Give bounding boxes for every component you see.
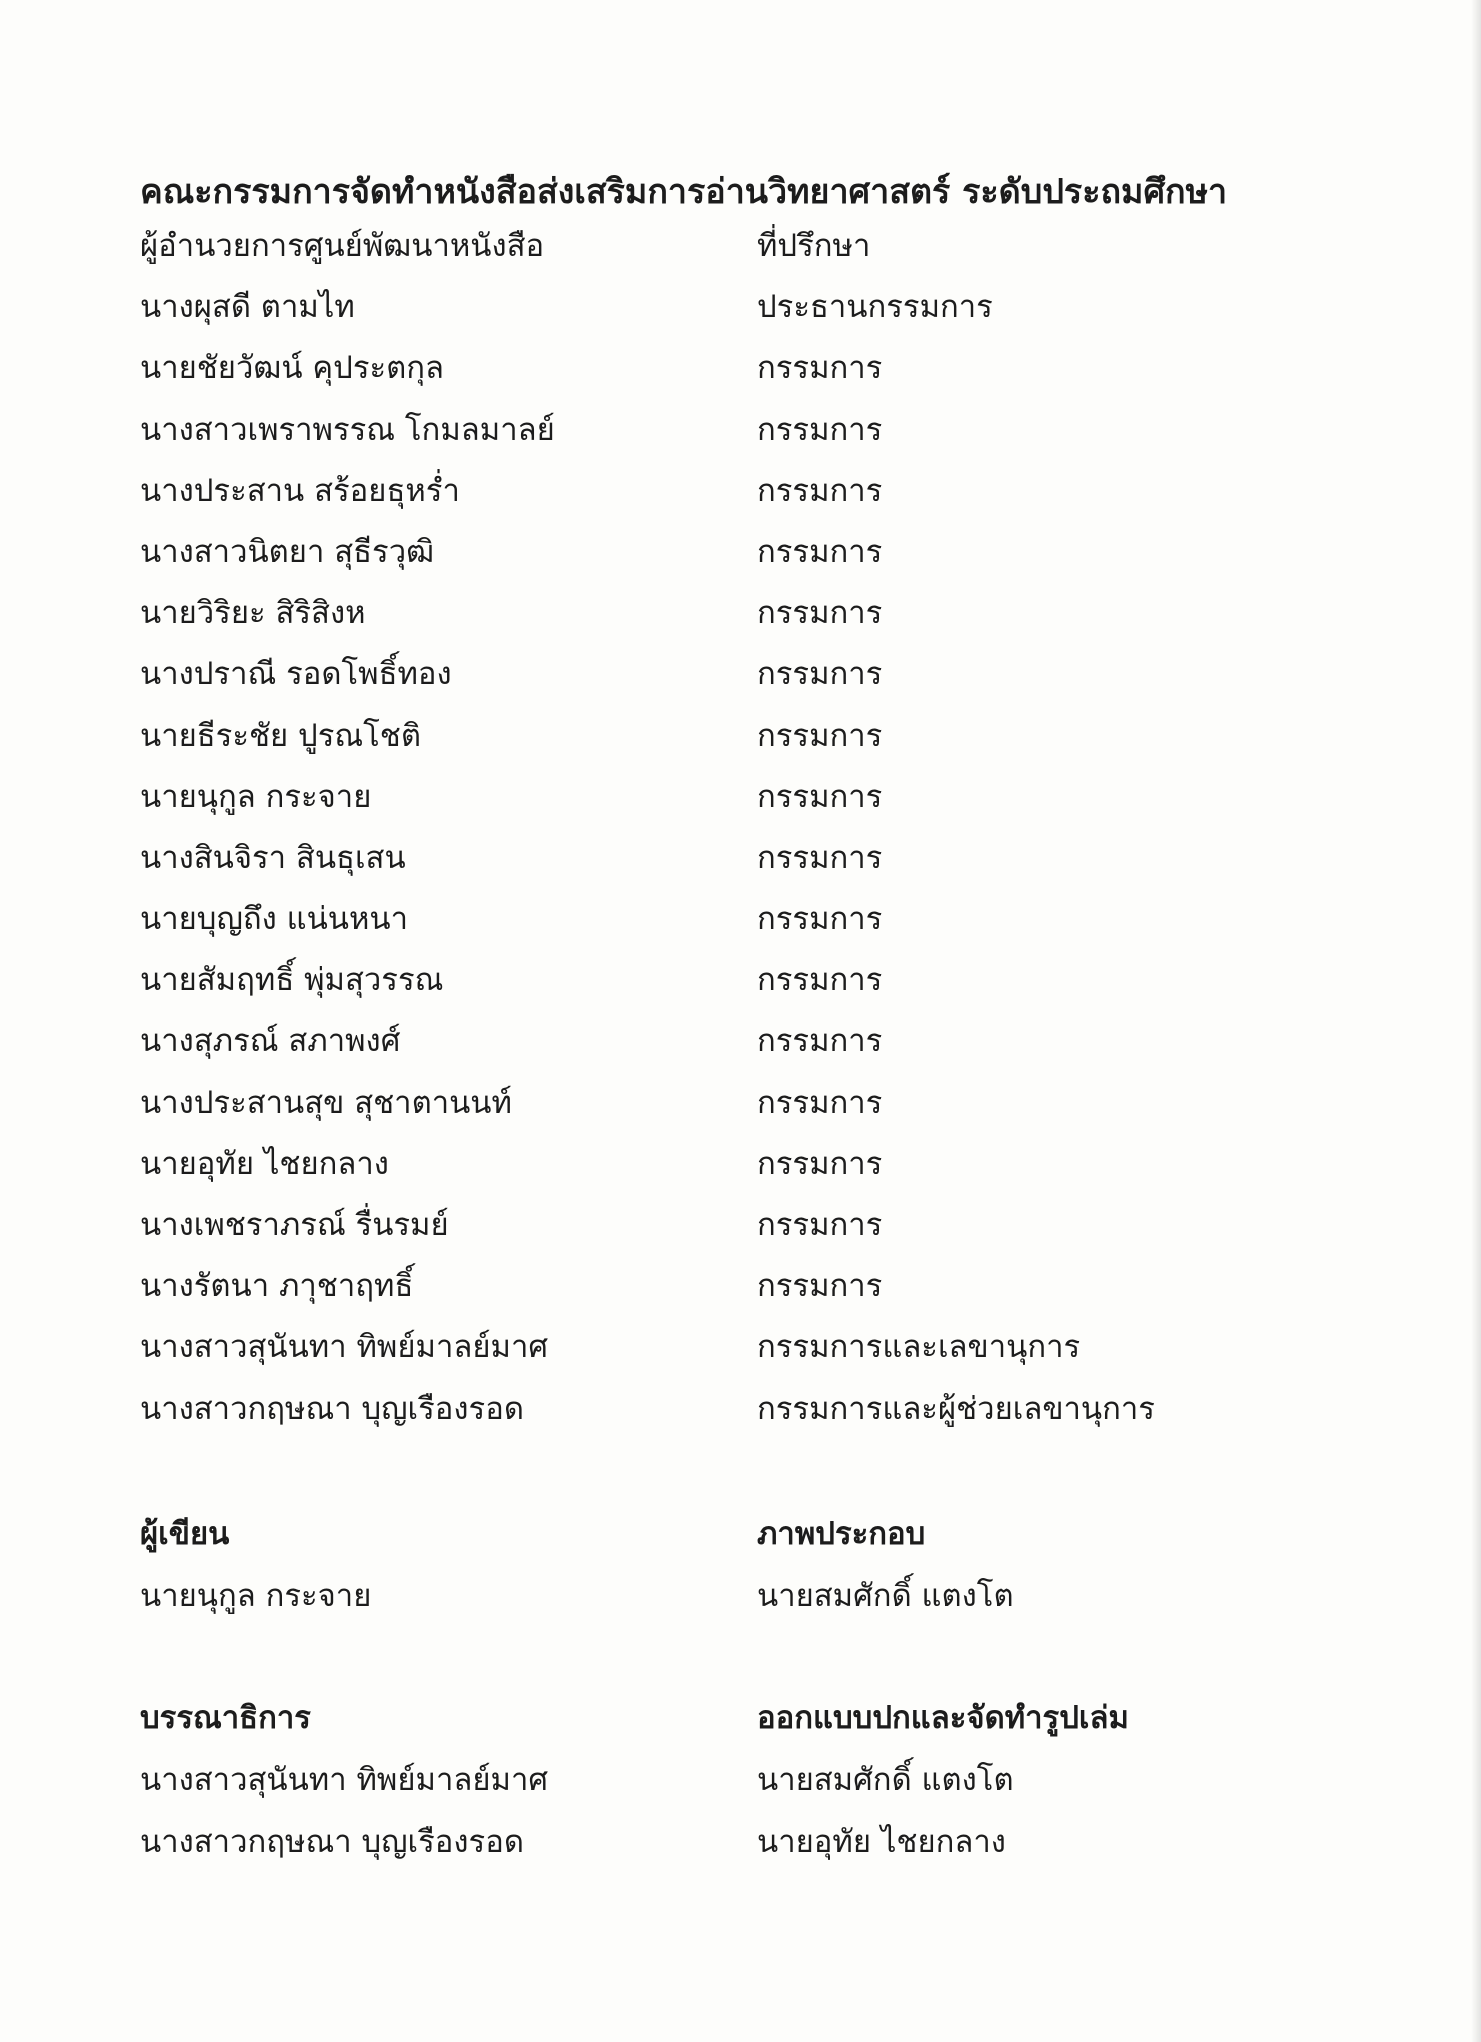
member-role: กรรมการ	[757, 1207, 883, 1243]
editor-heading: บรรณาธิการ	[140, 1700, 311, 1736]
page-edge-shadow	[1471, 0, 1481, 2042]
member-name: นางเพชราภรณ์ รื่นรมย์	[140, 1207, 449, 1243]
member-role: กรรมการ	[757, 656, 883, 693]
member-name: นางสุภรณ์ สภาพงศ์	[140, 1023, 401, 1060]
writer-name: นายนุกูล กระจาย	[140, 1578, 372, 1614]
member-role: กรรมการ	[757, 533, 883, 570]
member-name: นางสาวเพราพรรณ โกมลมาลย์	[140, 411, 555, 448]
member-role: ประธานกรรมการ	[757, 289, 993, 326]
design-name: นายสมศักดิ์ แตงโต	[757, 1762, 1014, 1798]
editor-section	[140, 1694, 548, 1880]
member-role: กรรมการ	[757, 1084, 883, 1121]
member-role: กรรมการ	[757, 350, 883, 387]
writer-section	[140, 1510, 371, 1634]
editor-name: นางสาวกฤษณา บุญเรืองรอด	[140, 1824, 524, 1860]
member-name: นายสัมฤทธิ์ พุ่มสุวรรณ	[140, 962, 444, 999]
member-role: กรรมการ	[757, 411, 883, 448]
design-heading: ออกแบบปกและจัดทำรูปเล่ม	[757, 1700, 1129, 1736]
member-name: นายอุทัย ไชยกลาง	[140, 1145, 389, 1182]
member-name: นางประสานสุข สุชาตานนท์	[140, 1084, 512, 1121]
member-name: ผู้อำนวยการศูนย์พัฒนาหนังสือ	[140, 228, 545, 264]
illustrator-heading: ภาพประกอบ	[757, 1516, 926, 1552]
member-role: กรรมการ	[757, 839, 883, 876]
illustrator-name: นายสมศักดิ์ แตงโต	[757, 1578, 1014, 1614]
member-name: นางสาวสุนันทา ทิพย์มาลย์มาศ	[140, 1329, 549, 1366]
member-role: กรรมการ	[757, 1023, 883, 1060]
member-role: กรรมการและเลขานุการ	[757, 1329, 1081, 1366]
member-role: กรรมการ	[757, 901, 883, 938]
member-role: ที่ปรึกษา	[757, 228, 871, 264]
member-name: นางรัตนา ภาุชาฤทธิ์	[140, 1268, 414, 1305]
member-name: นายนุกูล กระจาย	[140, 778, 372, 815]
member-name: นางสาวนิตยา สุธีรวุฒิ	[140, 533, 435, 570]
document-title: คณะกรรมการจัดทำหนังสือส่งเสริมการอ่านวิทยาศาสตร์ ระดับประถมศึกษา	[140, 172, 1228, 212]
member-name: นางผุสดี ตามไท	[140, 289, 355, 326]
member-role: กรรมการ	[757, 595, 883, 632]
member-name: นางสินจิรา สินธุเสน	[140, 839, 406, 876]
member-role: กรรมการ	[757, 472, 883, 509]
member-name: นายวิริยะ สิริสิงห	[140, 595, 366, 632]
member-name: นายบุญถึง แน่นหนา	[140, 901, 409, 938]
member-role: กรรมการและผู้ช่วยเลขานุการ	[757, 1390, 1155, 1427]
illustrator-section	[757, 1510, 1014, 1634]
member-name: นางสาวกฤษณา บุญเรืองรอด	[140, 1390, 524, 1427]
design-section	[757, 1694, 1129, 1880]
design-name: นายอุทัย ไชยกลาง	[757, 1824, 1006, 1860]
writer-heading: ผู้เขียน	[140, 1516, 230, 1552]
editor-name: นางสาวสุนันทา ทิพย์มาลย์มาศ	[140, 1762, 549, 1798]
member-role: กรรมการ	[757, 1268, 883, 1305]
member-role: กรรมการ	[757, 717, 883, 754]
member-name: นายชัยวัฒน์ คุประตกุล	[140, 350, 445, 387]
member-name: นางประสาน สร้อยธุหร่ำ	[140, 472, 460, 509]
member-role: กรรมการ	[757, 1145, 883, 1182]
member-role: กรรมการ	[757, 778, 883, 815]
member-name: นางปราณี รอดโพธิ์ทอง	[140, 656, 452, 693]
member-name: นายธีระชัย ปูรณโชติ	[140, 717, 421, 754]
member-role: กรรมการ	[757, 962, 883, 999]
